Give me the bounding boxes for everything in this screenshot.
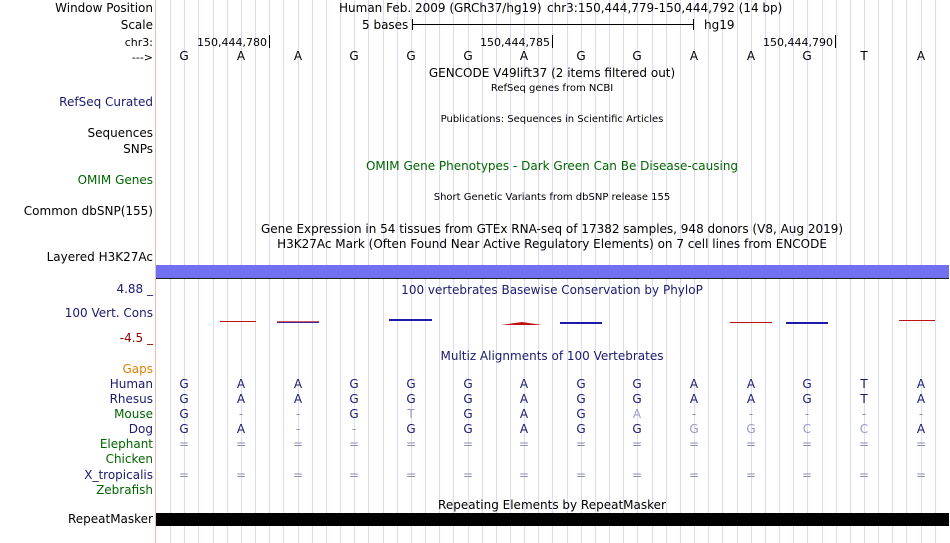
- species-label-elephant[interactable]: Elephant: [99, 437, 153, 451]
- sequence-base: A: [236, 49, 246, 63]
- alignment-base: -: [861, 407, 867, 421]
- alignment-base: G: [632, 422, 642, 436]
- coordinate-label: 150,444,790: [763, 36, 833, 49]
- label-gaps[interactable]: Gaps: [122, 362, 153, 376]
- assembly-name: Human Feb. 2009 (GRCh37/hg19): [339, 1, 542, 15]
- alignment-base: =: [178, 468, 190, 482]
- alignment-base: A: [689, 377, 699, 391]
- alignment-base: G: [349, 377, 359, 391]
- alignment-base: =: [292, 468, 304, 482]
- sequence-base: A: [519, 49, 529, 63]
- alignment-base: G: [689, 422, 699, 436]
- sequence-base: G: [463, 49, 473, 63]
- alignment-base: A: [236, 377, 246, 391]
- alignment-base: A: [519, 392, 529, 406]
- alignment-base: A: [519, 407, 529, 421]
- phylop-bar: [501, 322, 542, 325]
- track-title-refseq[interactable]: RefSeq genes from NCBI: [490, 83, 614, 94]
- alignment-base: -: [804, 407, 810, 421]
- alignment-base: G: [576, 422, 586, 436]
- alignment-base: G: [632, 377, 642, 391]
- alignment-base: =: [348, 468, 360, 482]
- alignment-base: =: [348, 437, 360, 451]
- alignment-base: -: [295, 407, 301, 421]
- label-conservation-max: 4.88 _: [116, 282, 153, 296]
- scale-bar-tick-left: [412, 19, 413, 30]
- alignment-base: =: [631, 468, 643, 482]
- alignment-base: =: [745, 437, 757, 451]
- h3k27ac-baseline: [156, 278, 949, 279]
- alignment-base: =: [801, 437, 813, 451]
- alignment-base: G: [463, 422, 473, 436]
- h3k27ac-signal-bar[interactable]: [156, 265, 949, 279]
- label-sequences[interactable]: Sequences: [87, 126, 153, 140]
- alignment-base: A: [519, 377, 529, 391]
- alignment-base: -: [351, 422, 357, 436]
- label-window-position[interactable]: Window Position: [55, 1, 153, 15]
- alignment-base: G: [802, 377, 812, 391]
- alignment-base: =: [745, 468, 757, 482]
- label-snps[interactable]: SNPs: [123, 142, 153, 156]
- alignment-base: C: [802, 422, 812, 436]
- sequence-base: G: [406, 49, 416, 63]
- track-title-gencode[interactable]: GENCODE V49lift37 (2 items filtered out): [428, 66, 676, 80]
- alignment-base: -: [691, 407, 697, 421]
- alignment-base: -: [295, 422, 301, 436]
- alignment-base: G: [406, 392, 416, 406]
- sequence-base: A: [293, 49, 303, 63]
- alignment-base: G: [746, 422, 756, 436]
- alignment-base: =: [688, 468, 700, 482]
- coordinate-tick: [269, 35, 270, 48]
- alignment-base: G: [802, 392, 812, 406]
- alignment-base: =: [235, 468, 247, 482]
- label-100-vert-cons[interactable]: 100 Vert. Cons: [64, 306, 153, 320]
- phylop-bar: [899, 320, 935, 321]
- phylop-bar: [389, 319, 432, 321]
- species-label-rhesus[interactable]: Rhesus: [109, 392, 153, 406]
- alignment-base: A: [746, 377, 756, 391]
- coordinate-tick: [835, 35, 836, 48]
- phylop-bar: [560, 322, 602, 324]
- alignment-base: G: [179, 392, 189, 406]
- alignment-base: G: [576, 392, 586, 406]
- alignment-base: =: [575, 468, 587, 482]
- track-title-phylop[interactable]: 100 vertebrates Basewise Conservation by PhyloP: [401, 283, 703, 297]
- sequence-base: A: [746, 49, 756, 63]
- coordinate-label: 150,444,785: [480, 36, 550, 49]
- position-range: chr3:150,444,779-150,444,792 (14 bp): [547, 1, 783, 15]
- track-title-gtex[interactable]: Gene Expression in 54 tissues from GTEx RNA-seq of 17382 samples, 948 donors (V8, Aug 2019): [260, 222, 844, 236]
- alignment-base: =: [178, 437, 190, 451]
- label-layered-h3k27ac[interactable]: Layered H3K27Ac: [46, 250, 153, 264]
- alignment-base: =: [518, 468, 530, 482]
- label-conservation-min: -4.5 _: [119, 331, 153, 345]
- alignment-base: A: [236, 392, 246, 406]
- alignment-base: =: [858, 468, 870, 482]
- alignment-base: =: [915, 437, 927, 451]
- label-omim-genes[interactable]: OMIM Genes: [77, 173, 153, 187]
- alignment-base: A: [916, 422, 926, 436]
- alignment-base: A: [293, 392, 303, 406]
- track-title-publications[interactable]: Publications: Sequences in Scientific Articles: [440, 114, 664, 125]
- species-label-x-tropicalis[interactable]: X_tropicalis: [84, 468, 153, 482]
- label-repeatmasker[interactable]: RepeatMasker: [67, 512, 153, 526]
- alignment-base: G: [179, 407, 189, 421]
- alignment-base: =: [575, 437, 587, 451]
- sequence-base: G: [632, 49, 642, 63]
- alignment-base: =: [518, 437, 530, 451]
- alignment-base: G: [349, 392, 359, 406]
- label-strand[interactable]: --->: [131, 51, 153, 64]
- species-label-chicken[interactable]: Chicken: [105, 452, 153, 466]
- species-label-human[interactable]: Human: [109, 377, 153, 391]
- alignment-base: A: [293, 377, 303, 391]
- sequence-base: T: [860, 49, 868, 63]
- alignment-base: -: [748, 407, 754, 421]
- phylop-bar: [277, 322, 319, 323]
- alignment-base: G: [463, 392, 473, 406]
- alignment-base: G: [349, 407, 359, 421]
- species-label-mouse[interactable]: Mouse: [114, 407, 153, 421]
- alignment-base: G: [179, 377, 189, 391]
- alignment-base: =: [801, 468, 813, 482]
- track-title-dbsnp[interactable]: Short Genetic Variants from dbSNP release 155: [433, 192, 671, 203]
- alignment-base: -: [918, 407, 924, 421]
- alignment-base: A: [916, 392, 926, 406]
- alignment-base: A: [236, 422, 246, 436]
- label-chr[interactable]: chr3:: [124, 36, 153, 49]
- alignment-base: =: [405, 437, 417, 451]
- alignment-base: T: [860, 392, 868, 406]
- track-title-omim[interactable]: OMIM Gene Phenotypes - Dark Green Can Be Disease-causing: [365, 159, 739, 173]
- alignment-base: =: [631, 437, 643, 451]
- species-label-zebrafish[interactable]: Zebrafish: [96, 483, 153, 497]
- alignment-base: A: [519, 422, 529, 436]
- phylop-signal[interactable]: [156, 312, 950, 330]
- scale-bar: [412, 24, 694, 25]
- alignment-base: =: [405, 468, 417, 482]
- species-label-dog[interactable]: Dog: [128, 422, 153, 436]
- phylop-bar: [220, 321, 256, 322]
- phylop-bar: [730, 322, 772, 323]
- label-refseq-curated[interactable]: RefSeq Curated: [59, 95, 153, 109]
- alignment-base: =: [235, 437, 247, 451]
- alignment-base: =: [462, 437, 474, 451]
- sequence-base: G: [576, 49, 586, 63]
- scale-db: hg19: [704, 18, 735, 32]
- label-common-dbsnp[interactable]: Common dbSNP(155): [23, 204, 153, 218]
- scale-text: 5 bases: [362, 18, 409, 32]
- sequence-base: G: [349, 49, 359, 63]
- alignment-base: A: [746, 392, 756, 406]
- alignment-base: A: [689, 392, 699, 406]
- phylop-bar: [786, 322, 828, 324]
- alignment-base: G: [576, 377, 586, 391]
- alignment-base: A: [916, 377, 926, 391]
- alignment-base: G: [576, 407, 586, 421]
- alignment-base: T: [407, 407, 415, 421]
- alignment-base: G: [179, 422, 189, 436]
- track-title-repeatmasker[interactable]: Repeating Elements by RepeatMasker: [438, 498, 666, 512]
- alignment-base: -: [238, 407, 244, 421]
- repeatmasker-element-bar[interactable]: [156, 513, 949, 526]
- alignment-base: T: [860, 377, 868, 391]
- label-scale[interactable]: Scale: [120, 18, 153, 32]
- alignment-base: =: [688, 437, 700, 451]
- alignment-base: =: [292, 437, 304, 451]
- alignment-base: =: [858, 437, 870, 451]
- coordinate-label: 150,444,780: [197, 36, 267, 49]
- alignment-base: G: [406, 422, 416, 436]
- scale-bar-tick-right: [693, 19, 694, 30]
- sequence-base: A: [689, 49, 699, 63]
- alignment-base: =: [462, 468, 474, 482]
- sequence-base: G: [179, 49, 189, 63]
- alignment-base: G: [632, 392, 642, 406]
- coordinate-tick: [552, 35, 553, 48]
- sequence-base: G: [802, 49, 812, 63]
- sequence-base: A: [916, 49, 926, 63]
- alignment-base: A: [632, 407, 642, 421]
- track-title-multiz[interactable]: Multiz Alignments of 100 Vertebrates: [440, 349, 664, 363]
- alignment-base: =: [915, 468, 927, 482]
- alignment-base: C: [859, 422, 869, 436]
- track-title-h3k27ac[interactable]: H3K27Ac Mark (Often Found Near Active Regulatory Elements) on 7 cell lines from ENCODE: [277, 237, 827, 251]
- alignment-base: G: [463, 377, 473, 391]
- alignment-base: G: [406, 377, 416, 391]
- alignment-base: G: [463, 407, 473, 421]
